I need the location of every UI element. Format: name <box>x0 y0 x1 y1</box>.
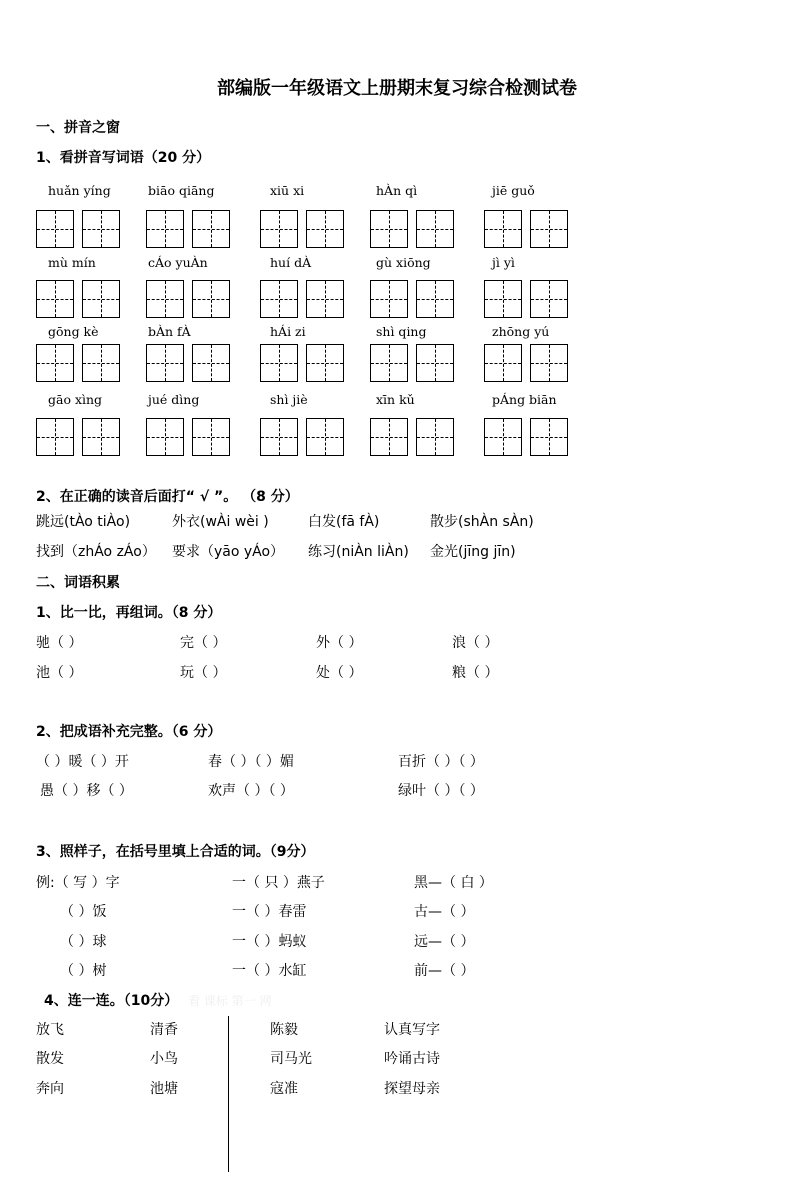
match-left-word: 散发 <box>36 1051 64 1067</box>
compare-item: 驰（ ） <box>36 635 83 651</box>
watermark-note: 看 课标 第一 网 <box>188 994 272 1008</box>
character-writing-box[interactable] <box>82 344 120 382</box>
match-action: 认真写字 <box>384 1022 440 1038</box>
pinyin-label: huí dÀ <box>270 255 312 270</box>
idiom-item: 绿叶（ ）（ ） <box>398 783 484 799</box>
pinyin-label: jiē guǒ <box>492 183 535 198</box>
pinyin-label: xiū xi <box>270 183 305 198</box>
compare-item: 玩（ ） <box>180 665 227 681</box>
pinyin-label: hÀn qì <box>376 183 418 198</box>
fill-item: 黑—（ 白 ） <box>414 875 493 891</box>
fill-item: 远—（ ） <box>414 934 475 950</box>
fill-item: 一（ ）蚂蚁 <box>232 934 307 950</box>
match-left-word: 放飞 <box>36 1022 64 1038</box>
section1-heading: 一、拼音之窗 <box>36 120 120 136</box>
match-right-word: 小鸟 <box>150 1051 178 1067</box>
q1-heading: 1、看拼音写词语（20 分） <box>36 150 211 166</box>
character-writing-box[interactable] <box>530 344 568 382</box>
fill-item: 一（ ）春雷 <box>232 904 307 920</box>
pinyin-label: pÁng biān <box>492 392 557 407</box>
compare-item: 池（ ） <box>36 665 83 681</box>
compare-item: 浪（ ） <box>452 635 499 651</box>
s2q4-heading: 4、连一连。（10分） <box>44 993 179 1009</box>
fill-item: （ ）树 <box>60 963 107 979</box>
character-writing-box[interactable] <box>82 418 120 456</box>
fill-item: 古—（ ） <box>414 904 475 920</box>
pinyin-label: gāo xìng <box>48 392 103 407</box>
reading-choice: 金光(jīng jīn) <box>430 544 516 560</box>
character-writing-box[interactable] <box>416 344 454 382</box>
character-writing-box[interactable] <box>192 280 230 318</box>
reading-choice: 外衣(wÀi wèi ) <box>172 514 269 530</box>
match-person: 司马光 <box>270 1051 312 1067</box>
pinyin-label: jì yì <box>492 255 515 270</box>
character-writing-box[interactable] <box>36 280 74 318</box>
match-action: 探望母亲 <box>384 1081 440 1097</box>
pinyin-label: gōng kè <box>48 324 99 339</box>
pinyin-label: hÁi zi <box>270 324 306 339</box>
character-writing-box[interactable] <box>82 280 120 318</box>
character-writing-box[interactable] <box>260 210 298 248</box>
page-title: 部编版一年级语文上册期末复习综合检测试卷 <box>217 78 577 99</box>
character-writing-box[interactable] <box>82 210 120 248</box>
reading-choice: 白发(fā fÀ) <box>308 514 380 530</box>
fill-item: （ ）球 <box>60 934 107 950</box>
s2q1-heading: 1、比一比，再组词。（8 分） <box>36 605 222 621</box>
pinyin-label: zhōng yú <box>492 324 550 339</box>
character-writing-box[interactable] <box>370 418 408 456</box>
character-writing-box[interactable] <box>192 344 230 382</box>
character-writing-box[interactable] <box>260 280 298 318</box>
character-writing-box[interactable] <box>306 280 344 318</box>
character-writing-box[interactable] <box>530 210 568 248</box>
match-right-word: 池塘 <box>150 1081 178 1097</box>
idiom-item: 欢声（ ）（ ） <box>208 783 294 799</box>
reading-choice: 散步(shÀn sÀn) <box>430 514 534 530</box>
character-writing-box[interactable] <box>370 280 408 318</box>
idiom-item: 百折（ ）（ ） <box>398 754 484 770</box>
divider-line <box>228 1016 229 1172</box>
compare-item: 外（ ） <box>316 635 363 651</box>
fill-item: 一（ 只 ）燕子 <box>232 875 325 891</box>
fill-item: 例:（ 写 ）字 <box>36 875 120 891</box>
character-writing-box[interactable] <box>36 418 74 456</box>
idiom-item: 春（ ）（ ）媚 <box>208 754 294 770</box>
character-writing-box[interactable] <box>484 280 522 318</box>
character-writing-box[interactable] <box>484 210 522 248</box>
character-writing-box[interactable] <box>260 344 298 382</box>
pinyin-label: huǎn yíng <box>48 183 111 198</box>
s2q2-heading: 2、把成语补充完整。（6 分） <box>36 724 222 740</box>
fill-item: 一（ ）水缸 <box>232 963 307 979</box>
q2-heading: 2、在正确的读音后面打“ √ ”。 （8 分） <box>36 489 299 505</box>
match-right-word: 清香 <box>150 1022 178 1038</box>
character-writing-box[interactable] <box>306 344 344 382</box>
character-writing-box[interactable] <box>530 418 568 456</box>
pinyin-label: shì qing <box>376 324 427 339</box>
reading-choice: 找到（zhÁo zÁo） <box>36 544 156 560</box>
s2q3-heading: 3、照样子，在括号里填上合适的词。（9分） <box>36 844 315 860</box>
section2-heading: 二、词语积累 <box>36 575 120 591</box>
character-writing-box[interactable] <box>146 344 184 382</box>
character-writing-box[interactable] <box>370 344 408 382</box>
compare-item: 完（ ） <box>180 635 227 651</box>
reading-choice: 练习(niÀn liÀn) <box>308 544 409 560</box>
character-writing-box[interactable] <box>306 210 344 248</box>
compare-item: 粮（ ） <box>452 665 499 681</box>
character-writing-box[interactable] <box>370 210 408 248</box>
fill-item: 前—（ ） <box>414 963 475 979</box>
character-writing-box[interactable] <box>530 280 568 318</box>
compare-item: 处（ ） <box>316 665 363 681</box>
idiom-item: 愚（ ）移（ ） <box>40 783 133 799</box>
character-writing-box[interactable] <box>192 210 230 248</box>
character-writing-box[interactable] <box>36 344 74 382</box>
character-writing-box[interactable] <box>416 280 454 318</box>
pinyin-label: mù mín <box>48 255 96 270</box>
character-writing-box[interactable] <box>36 210 74 248</box>
character-writing-box[interactable] <box>146 280 184 318</box>
pinyin-label: jué dìng <box>148 392 200 407</box>
fill-item: （ ）饭 <box>60 904 107 920</box>
match-person: 寇准 <box>270 1081 298 1097</box>
pinyin-label: gù xiōng <box>376 255 431 270</box>
character-writing-box[interactable] <box>146 210 184 248</box>
character-writing-box[interactable] <box>484 418 522 456</box>
match-person: 陈毅 <box>270 1022 298 1038</box>
pinyin-label: bÀn fÀ <box>148 324 191 339</box>
pinyin-label: xīn kǔ <box>376 392 415 407</box>
character-writing-box[interactable] <box>416 418 454 456</box>
reading-choice: 跳远(tÀo tiÀo) <box>36 514 131 530</box>
character-writing-box[interactable] <box>146 418 184 456</box>
character-writing-box[interactable] <box>306 418 344 456</box>
character-writing-box[interactable] <box>192 418 230 456</box>
pinyin-label: cÁo yuÀn <box>148 255 208 270</box>
match-action: 吟诵古诗 <box>384 1051 440 1067</box>
character-writing-box[interactable] <box>260 418 298 456</box>
character-writing-box[interactable] <box>416 210 454 248</box>
idiom-item: （ ）暖（ ）开 <box>36 754 129 770</box>
pinyin-label: biāo qiāng <box>148 183 215 198</box>
character-writing-box[interactable] <box>484 344 522 382</box>
reading-choice: 要求（yāo yÁo） <box>172 544 285 560</box>
match-left-word: 奔向 <box>36 1081 64 1097</box>
pinyin-label: shì jiè <box>270 392 308 407</box>
